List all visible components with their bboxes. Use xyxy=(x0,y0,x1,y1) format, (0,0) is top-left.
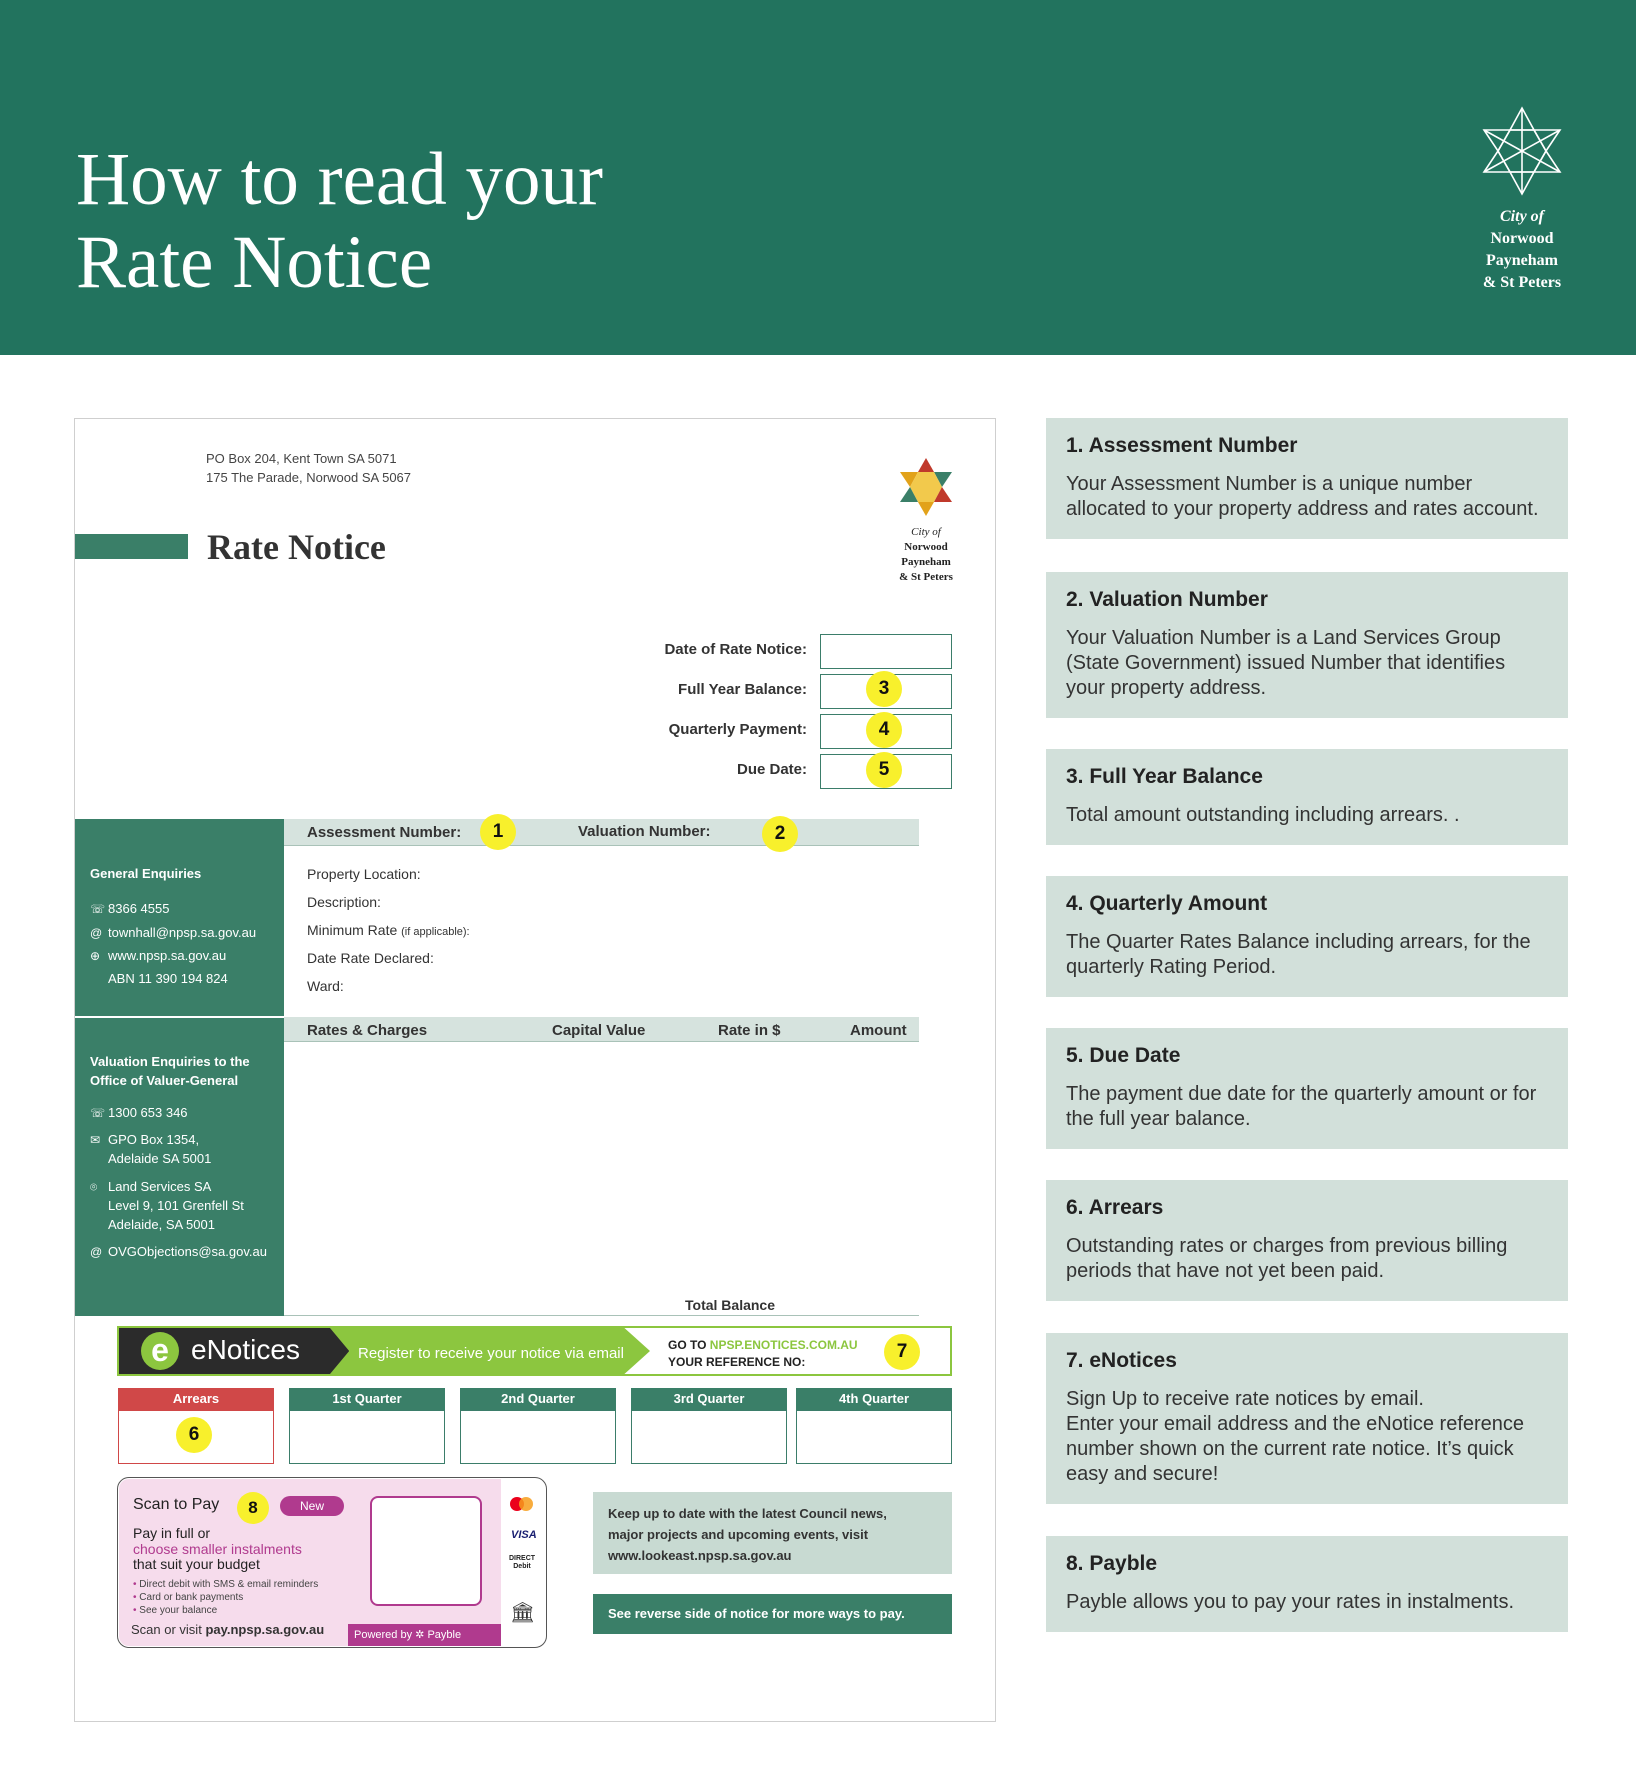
q2-header: 2nd Quarter xyxy=(460,1388,616,1410)
card-body: Sign Up to receive rate notices by email. xyxy=(1066,1388,1424,1410)
scan-to-pay-title: Scan to Pay xyxy=(133,1496,220,1513)
marker-2: 2 xyxy=(762,816,798,852)
payble-brand-icon: ✲ xyxy=(415,1629,425,1641)
mail-icon: ✉ xyxy=(90,1133,101,1147)
marker-6: 6 xyxy=(176,1417,212,1453)
enotices-reference-label: YOUR REFERENCE NO: xyxy=(668,1355,806,1369)
logo-text-line4: & St Peters xyxy=(1482,274,1562,291)
new-badge: New xyxy=(280,1496,344,1516)
capital-value-header: Capital Value xyxy=(552,1022,646,1039)
payble-scan-line xyxy=(131,1622,324,1637)
payble-scan-prefix: Scan or visit xyxy=(131,1622,202,1637)
powered-by-bar xyxy=(348,1624,501,1646)
payble-brand: Payble xyxy=(427,1629,462,1641)
q3-box xyxy=(631,1410,787,1464)
card-full-year-balance xyxy=(1046,749,1568,845)
valuation-address-line2: Level 9, 101 Grenfell St xyxy=(108,1198,244,1213)
due-date-label: Due Date: xyxy=(736,761,807,778)
notice-logo-line4: & St Peters xyxy=(899,571,953,583)
payble-bullet1: • Direct debit with SMS & email reminders xyxy=(133,1579,319,1590)
council-logo-icon xyxy=(898,456,954,518)
general-enquiries-heading: General Enquiries xyxy=(90,866,202,881)
email-icon: @ xyxy=(90,926,103,940)
payble-bullet2: • Card or bank payments xyxy=(133,1592,244,1603)
amount-header: Amount xyxy=(850,1022,907,1039)
enotices-e-icon: e xyxy=(141,1332,179,1370)
enotices-logo-text: eNotices xyxy=(191,1334,300,1365)
notice-logo-text xyxy=(876,525,976,585)
marker-3: 3 xyxy=(866,671,902,707)
title-accent-bar xyxy=(75,534,188,559)
notice-address-line1: PO Box 204, Kent Town SA 5071 xyxy=(206,451,397,466)
general-web xyxy=(90,946,226,966)
general-web-text: www.npsp.sa.gov.au xyxy=(108,948,227,963)
valuation-address-line1 xyxy=(90,1177,211,1197)
q2-box xyxy=(460,1410,616,1464)
payble-bullet3-text: See your balance xyxy=(139,1605,218,1616)
date-of-notice-box xyxy=(820,634,952,669)
logo-text-line1: City of xyxy=(1500,208,1544,225)
enotices-register-text: Register to receive your notice via email xyxy=(358,1345,624,1362)
news-line1: Keep up to date with the latest Council news, xyxy=(608,1506,887,1521)
card-body: Your Assessment Number is a unique number allocated to your property address and rates account. xyxy=(1066,473,1539,520)
payble-bullet2-text: Card or bank payments xyxy=(139,1592,244,1603)
logo-text-line3: Payneham xyxy=(1486,252,1558,269)
arrears-header: Arrears xyxy=(118,1388,274,1410)
valuation-heading-line2: Office of Valuer-General xyxy=(90,1073,239,1088)
valuation-postal-line1-text: GPO Box 1354, xyxy=(108,1132,200,1147)
date-rate-declared-label: Date Rate Declared: xyxy=(307,950,434,966)
q1-header: 1st Quarter xyxy=(289,1388,445,1410)
globe-icon: ⊕ xyxy=(90,949,101,963)
minimum-rate-text: Minimum Rate xyxy=(307,922,398,938)
card-title: 8. Payble xyxy=(1066,1552,1158,1575)
total-balance-label: Total Balance xyxy=(685,1297,775,1313)
news-line3[interactable]: www.lookeast.npsp.sa.gov.au xyxy=(608,1548,792,1563)
payble-line1: Pay in full or xyxy=(133,1525,211,1541)
email-icon: @ xyxy=(90,1245,103,1259)
card-valuation-number xyxy=(1046,572,1568,718)
direct-debit-icon: DIRECT Debit xyxy=(508,1555,536,1570)
phone-icon: ☏ xyxy=(90,902,106,916)
card-title: 2. Valuation Number xyxy=(1066,588,1268,611)
property-location-label: Property Location: xyxy=(307,866,421,882)
news-line2: major projects and upcoming events, visit xyxy=(608,1527,869,1542)
powered-by-text: Powered by xyxy=(354,1629,413,1641)
reverse-side-note: See reverse side of notice for more ways to pay. xyxy=(593,1594,952,1634)
bank-icon: 🏛 xyxy=(510,1602,536,1624)
valuation-address-line1-text: Land Services SA xyxy=(108,1179,212,1194)
card-body: The payment due date for the quarterly amount or for the full year balance. xyxy=(1066,1083,1537,1130)
general-phone xyxy=(90,899,169,919)
valuation-number-label: Valuation Number: xyxy=(578,823,711,840)
payble-bullet3: • See your balance xyxy=(133,1605,218,1616)
minimum-rate-label xyxy=(307,922,470,938)
notice-logo-line2: Norwood xyxy=(904,541,948,553)
general-email xyxy=(90,923,256,943)
card-enotices xyxy=(1046,1333,1568,1504)
ward-label: Ward: xyxy=(307,978,344,994)
full-year-balance-label: Full Year Balance: xyxy=(678,681,807,698)
payble-url[interactable]: pay.npsp.sa.gov.au xyxy=(205,1622,325,1637)
marker-5: 5 xyxy=(866,752,902,788)
star-icon xyxy=(1482,106,1562,196)
phone-icon: ☏ xyxy=(90,1106,106,1120)
q4-header: 4th Quarter xyxy=(796,1388,952,1410)
enotices-goto-prefix: GO TO xyxy=(668,1338,707,1352)
card-body: Your Valuation Number is a Land Services Group (State Government) issued Number that identifies your property address. xyxy=(1066,627,1506,699)
card-title: 5. Due Date xyxy=(1066,1044,1181,1067)
card-body: Payble allows you to pay your rates in instalments. xyxy=(1066,1591,1514,1613)
news-text xyxy=(608,1503,887,1566)
q4-box xyxy=(796,1410,952,1464)
date-of-notice-label: Date of Rate Notice: xyxy=(664,641,807,658)
card-body-2: Enter your email address and the eNotice reference number shown on the current rate notice. It’s quick easy and secure! xyxy=(1066,1413,1525,1485)
card-title: 6. Arrears xyxy=(1066,1196,1164,1219)
valuation-address-line3: Adelaide, SA 5001 xyxy=(108,1217,215,1232)
card-body: Outstanding rates or charges from previous billing periods that have not yet been paid. xyxy=(1066,1235,1508,1282)
valuation-postal-line1 xyxy=(90,1130,199,1150)
card-body: Total amount outstanding including arrears. . xyxy=(1066,804,1460,826)
rates-charges-header: Rates & Charges xyxy=(307,1022,428,1039)
card-arrears xyxy=(1046,1180,1568,1301)
enotices-goto xyxy=(668,1338,858,1352)
card-body: The Quarter Rates Balance including arrears, for the quarterly Rating Period. xyxy=(1066,931,1531,978)
general-phone-text: 8366 4555 xyxy=(108,901,170,916)
quarterly-payment-label: Quarterly Payment: xyxy=(668,721,807,738)
logo-text-line2: Norwood xyxy=(1490,230,1554,247)
notice-logo-line1: City of xyxy=(911,526,941,538)
valuation-heading-line1: Valuation Enquiries to the xyxy=(90,1054,250,1069)
valuation-email xyxy=(90,1242,267,1262)
card-payble xyxy=(1046,1536,1568,1632)
page-title-line1: How to read your xyxy=(76,138,603,221)
valuation-phone-text: 1300 653 346 xyxy=(108,1105,188,1120)
page-title-line2: Rate Notice xyxy=(76,221,433,304)
description-label: Description: xyxy=(307,894,381,910)
enotices-url[interactable]: NPSP.ENOTICES.COM.AU xyxy=(709,1338,858,1352)
qr-code-area[interactable] xyxy=(370,1496,482,1606)
payble-line3: that suit your budget xyxy=(133,1556,260,1572)
notice-logo-line3: Payneham xyxy=(901,556,951,568)
rate-in-dollar-header: Rate in $ xyxy=(718,1022,781,1039)
valuation-email-text: OVGObjections@sa.gov.au xyxy=(108,1244,267,1259)
visa-icon: VISA xyxy=(511,1529,537,1541)
valuation-postal-line2: Adelaide SA 5001 xyxy=(108,1151,212,1166)
general-abn: ABN 11 390 194 824 xyxy=(108,971,228,986)
valuation-phone xyxy=(90,1103,188,1123)
notice-address-line2: 175 The Parade, Norwood SA 5067 xyxy=(206,470,412,485)
payble-bullet1-text: Direct debit with SMS & email reminders xyxy=(139,1579,319,1590)
card-title: 4. Quarterly Amount xyxy=(1066,892,1268,915)
card-title: 3. Full Year Balance xyxy=(1066,765,1263,788)
marker-7: 7 xyxy=(884,1334,920,1370)
general-email-text: townhall@npsp.sa.gov.au xyxy=(108,925,257,940)
q1-box xyxy=(289,1410,445,1464)
card-title: 1. Assessment Number xyxy=(1066,434,1298,457)
q3-header: 3rd Quarter xyxy=(631,1388,787,1410)
payble-line2: choose smaller instalments xyxy=(133,1541,302,1557)
location-pin-icon: ⌾ xyxy=(90,1180,98,1194)
card-due-date xyxy=(1046,1028,1568,1149)
total-divider xyxy=(284,1315,919,1316)
assessment-number-label: Assessment Number: xyxy=(307,824,462,841)
minimum-rate-note: (if applicable): xyxy=(401,926,470,938)
card-assessment-number xyxy=(1046,418,1568,539)
marker-8: 8 xyxy=(237,1492,269,1524)
marker-4: 4 xyxy=(866,712,902,748)
marker-1: 1 xyxy=(480,814,516,850)
notice-title: Rate Notice xyxy=(207,527,386,567)
card-title: 7. eNotices xyxy=(1066,1349,1177,1372)
mastercard-icon xyxy=(510,1497,534,1511)
card-quarterly-amount xyxy=(1046,876,1568,997)
